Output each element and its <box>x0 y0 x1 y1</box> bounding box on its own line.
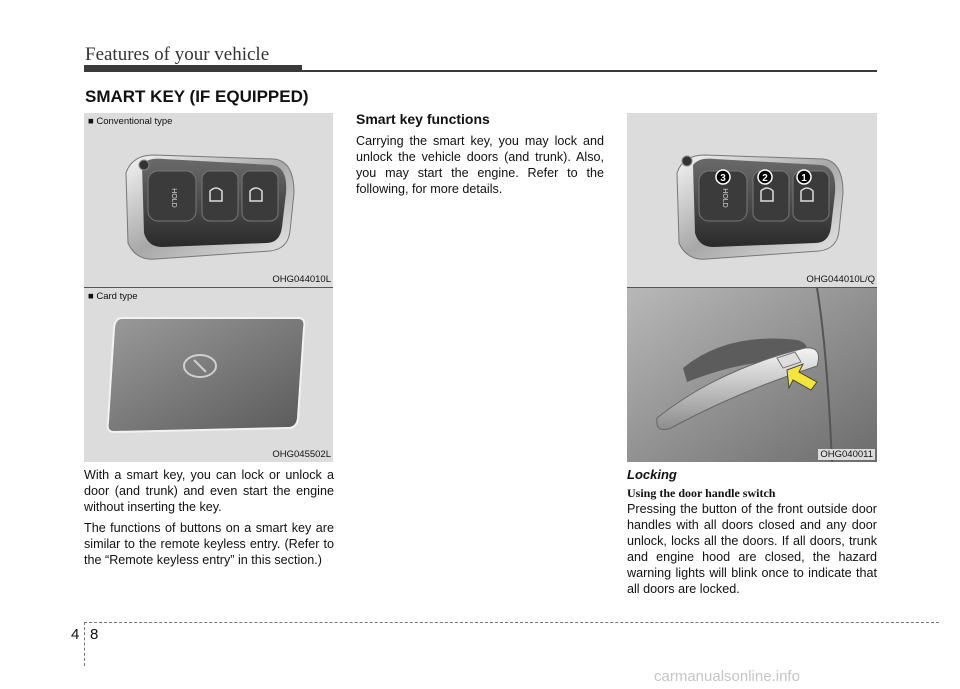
paragraph: Pressing the button of the front outside door handles with all doors closed and any door unlock, locks all the doors. If all doors, trunk and engine hood are closed, the hazard warning lights will blink once to indicate that all doors are locked. <box>627 502 877 596</box>
smart-key-illustration <box>84 113 333 287</box>
page-number: 8 <box>90 626 99 643</box>
section-title: SMART KEY (IF EQUIPPED) <box>85 87 309 106</box>
paragraph: Carrying the smart key, you may lock and unlock the vehicle doors (and trunk). Also, you may start the engine. Refer to the following, for more details. <box>356 134 604 196</box>
card-key-illustration <box>84 288 333 462</box>
subsection-heading-locking: Locking <box>627 467 677 482</box>
paragraph: With a smart key, you can lock or unlock a door (and trunk) and even start the engine without inserting the key. <box>84 468 334 514</box>
figure-code: OHG044010L/Q <box>806 274 875 285</box>
header-rule-accent <box>84 65 302 72</box>
subsubsection-heading: Using the door handle switch <box>627 486 776 500</box>
figure-caption: ■ Card type <box>88 291 138 302</box>
figure-caption: ■ Conventional type <box>88 116 173 127</box>
watermark: carmanualsonline.info <box>654 668 800 685</box>
subsection-heading: Smart key functions <box>356 111 490 127</box>
right-column-text <box>627 501 877 602</box>
figure-code: OHG044010L <box>272 274 331 285</box>
chapter-number: 4 <box>71 626 80 643</box>
figure-conventional-key <box>84 113 333 287</box>
figure-numbered-key <box>627 113 877 287</box>
footer-divider <box>84 622 85 666</box>
figure-code: OHG045502L <box>272 449 331 460</box>
paragraph: The functions of buttons on a smart key are similar to the remote keyless entry. (Refer to the “Remote keyless entry” in this section.) <box>84 521 334 567</box>
svg-text:1: 1 <box>801 173 807 184</box>
smart-key-buttons-illustration <box>627 113 877 287</box>
callout-marker-2 <box>758 170 772 184</box>
left-column-text <box>84 467 334 573</box>
figure-code: OHG040011 <box>820 449 873 460</box>
footer-rule <box>84 622 939 623</box>
callout-marker-1 <box>797 170 811 184</box>
svg-text:HOLD: HOLD <box>170 188 177 208</box>
middle-column-text <box>356 133 604 202</box>
svg-text:2: 2 <box>762 173 768 184</box>
callout-marker-3 <box>716 170 730 184</box>
svg-text:HOLD: HOLD <box>721 188 728 208</box>
figure-card-key <box>84 288 333 462</box>
door-handle-illustration <box>627 288 877 462</box>
figure-door-handle <box>627 288 877 462</box>
running-header: Features of your vehicle <box>85 44 270 65</box>
svg-text:3: 3 <box>720 173 726 184</box>
